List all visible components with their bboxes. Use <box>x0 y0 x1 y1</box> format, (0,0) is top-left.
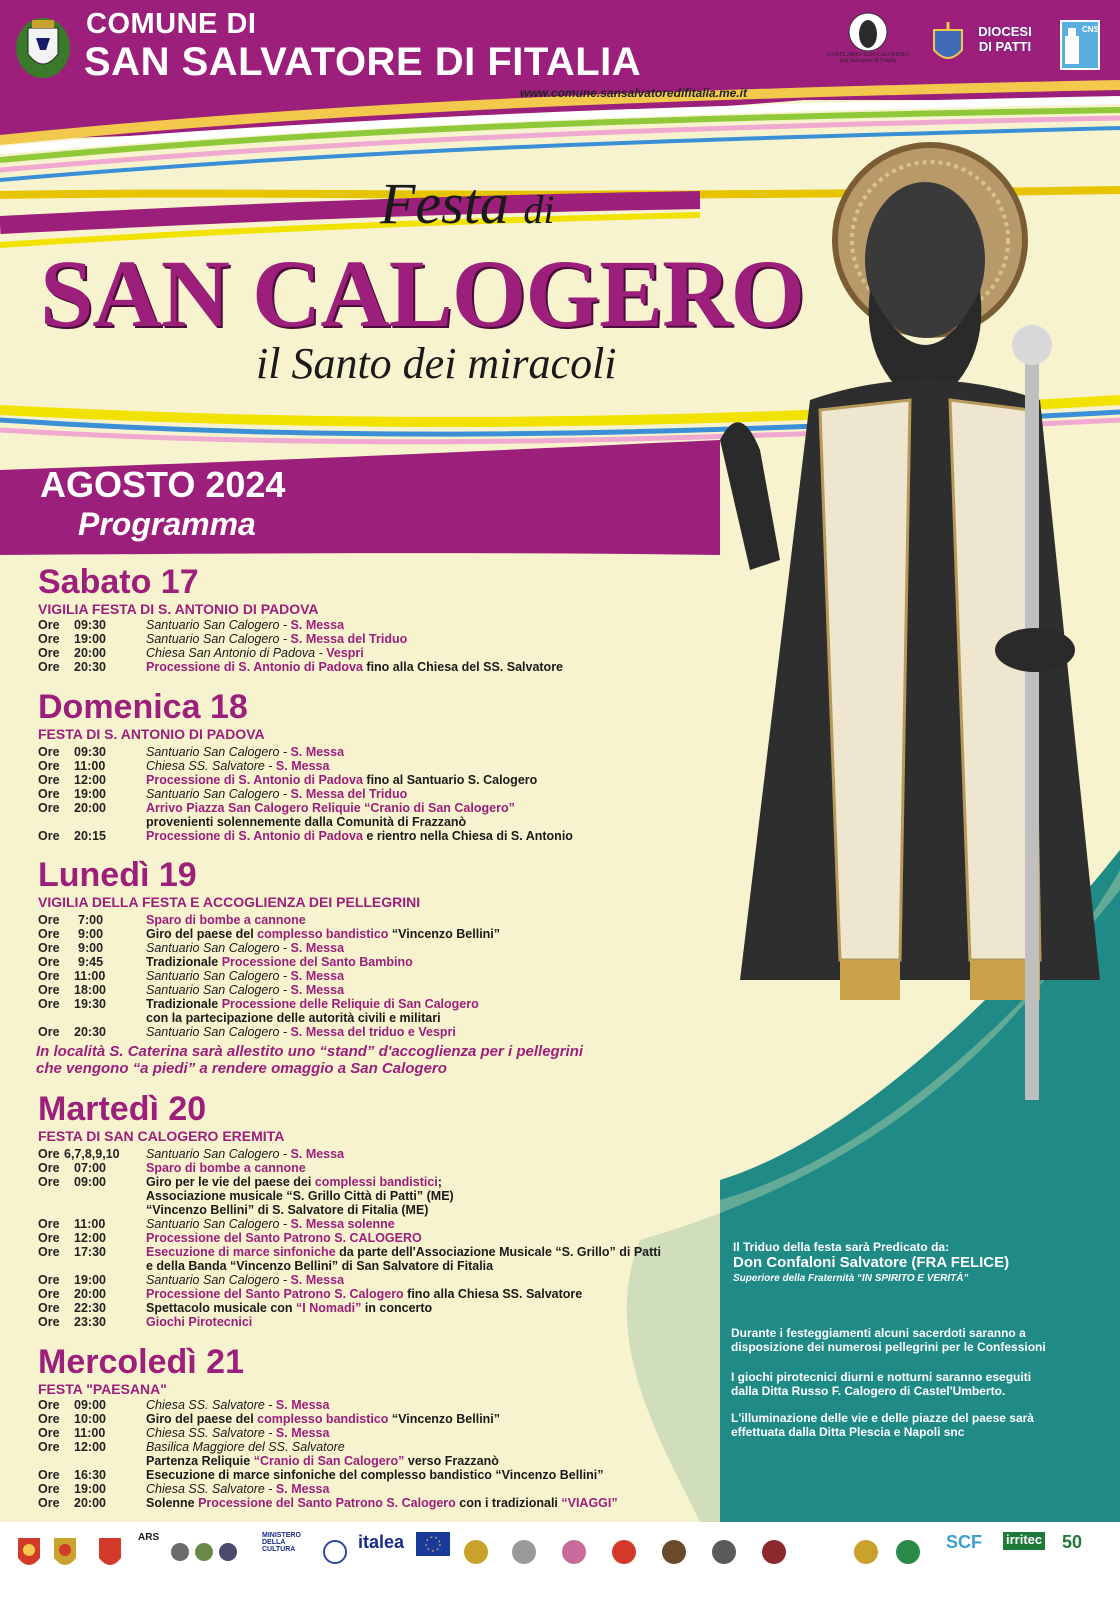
row-time: 7:00 <box>78 913 104 927</box>
note-stand-line2: che vengono “a piedi” a rendere omaggio a San Calogero <box>36 1060 447 1077</box>
schedule-row <box>38 815 678 829</box>
row-pre: Spettacolo musicale con <box>146 1301 297 1315</box>
row-description <box>146 1440 345 1454</box>
website-link[interactable]: www.comune.sansalvatoredifitalia.me.it <box>520 86 747 100</box>
row-place: Chiesa SS. Salvatore - <box>146 759 276 773</box>
row-description <box>146 787 407 801</box>
comune-line1: COMUNE DI <box>86 8 257 40</box>
row-event: Processione del Santo Patrono S. CALOGERO <box>146 1231 422 1245</box>
row-pre: Solenne <box>146 1496 199 1510</box>
saint-statue-icon <box>700 140 1120 1140</box>
schedule-row <box>38 969 678 983</box>
row-event: S. Messa <box>290 969 345 983</box>
partner-logos-icon <box>462 1532 822 1572</box>
row-extra: fino alla Chiesa SS. Salvatore <box>403 1287 583 1301</box>
row-event: Processione del Santo Patrono S. Calogero <box>146 1287 404 1301</box>
schedule-row <box>38 955 678 969</box>
row-time: 20:00 <box>74 1496 106 1510</box>
santuario-icon <box>848 12 888 52</box>
row-ore-label: Ore <box>38 1412 60 1426</box>
row-time: 20:00 <box>74 646 106 660</box>
schedule-row <box>38 1147 678 1161</box>
schedule-row <box>38 618 678 632</box>
row-time: 19:30 <box>74 997 106 1011</box>
row-description <box>146 1147 344 1161</box>
row-description <box>146 632 407 646</box>
row-event: S. Messa del triduo e Vespri <box>290 1025 456 1039</box>
schedule-row <box>38 1454 698 1468</box>
row-extra: verso Frazzanò <box>404 1454 499 1468</box>
row-ore-label: Ore <box>38 1315 60 1329</box>
schedule-row <box>38 983 678 997</box>
row-description <box>146 1398 329 1412</box>
row-extra: e rientro nella Chiesa di S. Antonio <box>362 829 573 843</box>
row-time: 12:00 <box>74 1231 106 1245</box>
row-time: 19:00 <box>74 632 106 646</box>
row-ore-label: Ore <box>38 787 60 801</box>
row-time: 07:00 <box>74 1161 106 1175</box>
row-event: S. Messa solenne <box>290 1217 395 1231</box>
row-ore-label: Ore <box>38 1273 60 1287</box>
programma-label: Programma <box>78 506 256 542</box>
row-extra: fino alla Chiesa del SS. Salvatore <box>362 660 564 674</box>
schedule-row <box>38 660 678 674</box>
row-extra: con i tradizionali <box>455 1496 562 1510</box>
row-description <box>146 1189 454 1203</box>
row-description <box>146 1468 604 1482</box>
row-place: Santuario San Calogero - <box>146 941 291 955</box>
day-sub-domenica: FESTA DI S. ANTONIO DI PADOVA <box>38 726 265 742</box>
row-event: Processione del Santo Patrono S. Calogero <box>198 1496 456 1510</box>
row-event: S. Messa <box>290 1147 345 1161</box>
row-event: “Cranio di San Calogero” <box>253 1454 405 1468</box>
row-description <box>146 969 344 983</box>
title-di-word: di <box>523 187 555 232</box>
row-time: 17:30 <box>74 1245 106 1259</box>
row-ore-label: Ore <box>38 983 60 997</box>
row-ore-label: Ore <box>38 913 60 927</box>
row-pre: Giro del paese del <box>146 1412 258 1426</box>
title-festa-word: Festa <box>380 171 509 236</box>
row-time: 9:45 <box>78 955 104 969</box>
row-description <box>146 1315 252 1329</box>
row-time: 11:00 <box>74 759 106 773</box>
schedule-row <box>38 1468 698 1482</box>
row-description <box>146 913 306 927</box>
cns-label: CNS <box>1082 25 1099 34</box>
schedule-row <box>38 829 678 843</box>
row-event: Sparo di bombe a cannone <box>146 1161 306 1175</box>
schedule-row <box>38 1426 698 1440</box>
row-time: 19:00 <box>74 1482 106 1496</box>
row-ore-label: Ore <box>38 1468 60 1482</box>
row-event: S. Messa <box>290 745 345 759</box>
row-extra: provenienti solennemente dalla Comunità di Frazzanò <box>146 815 467 829</box>
row-event: S. Messa <box>290 618 345 632</box>
diocesi-crest-icon <box>930 22 966 68</box>
italea-logo: italea <box>358 1532 405 1552</box>
schedule-row <box>38 1259 678 1273</box>
row-place: Santuario San Calogero - <box>146 632 291 646</box>
day-sub-sabato: VIGILIA FESTA DI S. ANTONIO DI PADOVA <box>38 601 319 617</box>
row-time: 10:00 <box>74 1412 106 1426</box>
fuochi-info <box>731 1370 1031 1398</box>
row-ore-label: Ore <box>38 1496 60 1510</box>
row-description <box>146 745 344 759</box>
row-ore-label: Ore <box>38 1426 60 1440</box>
row-event: S. Messa <box>275 1398 330 1412</box>
row-event: Processione di S. Antonio di Padova <box>146 773 363 787</box>
row-extra: Associazione musicale “S. Grillo Città di Patti” (ME) <box>146 1189 454 1203</box>
row-description <box>146 1482 329 1496</box>
schedule-row <box>38 632 678 646</box>
row-time: 11:00 <box>74 969 106 983</box>
row-event: Processione del Santo Bambino <box>221 955 413 969</box>
row-place: Chiesa San Antonio di Padova - <box>146 646 327 660</box>
schedule-row <box>38 1175 678 1189</box>
ars-logo: ARS <box>138 1532 160 1543</box>
row-description <box>146 1231 422 1245</box>
row-ore-label: Ore <box>38 927 60 941</box>
row-place: Chiesa SS. Salvatore - <box>146 1482 276 1496</box>
row-event: Arrivo Piazza San Calogero Reliquie “Cranio di San Calogero” <box>146 801 515 815</box>
fifty-logo: 50 <box>1062 1532 1083 1552</box>
row-ore-label: Ore <box>38 1287 60 1301</box>
row-place: Santuario San Calogero - <box>146 745 291 759</box>
row-ore-label: Ore <box>38 829 60 843</box>
row-event: S. Messa <box>290 1273 345 1287</box>
row-time: 11:00 <box>74 1217 106 1231</box>
row-event: Sparo di bombe a cannone <box>146 913 306 927</box>
luci-line2: effettuata dalla Ditta Plescia e Napoli snc <box>731 1425 965 1439</box>
row-description <box>146 829 573 843</box>
row-ore-label: Ore <box>38 1301 60 1315</box>
irritec-logo: irritec <box>1003 1532 1045 1550</box>
row-extra: fino al Santuario S. Calogero <box>362 773 538 787</box>
row-event: S. Messa <box>290 941 345 955</box>
schedule-lunedi <box>38 913 678 1039</box>
row-time: 20:00 <box>74 801 106 815</box>
row-description <box>146 801 515 815</box>
schedule-row <box>38 941 678 955</box>
schedule-row <box>38 913 678 927</box>
row-time: 16:30 <box>74 1468 106 1482</box>
title-subtitle: il Santo dei miracoli <box>256 339 617 388</box>
row-event: Vespri <box>326 646 364 660</box>
day-title-sabato: Sabato 17 <box>38 563 199 601</box>
schedule-row <box>38 1217 678 1231</box>
day-sub-martedi: FESTA DI SAN CALOGERO EREMITA <box>38 1128 285 1144</box>
confessioni-info <box>731 1326 1046 1354</box>
row-event: complessi bandistici <box>314 1175 438 1189</box>
triduo-line1: Il Triduo della festa sarà Predicato da: <box>733 1240 950 1254</box>
row-event: complesso bandistico <box>257 927 389 941</box>
row-description <box>146 646 364 660</box>
triduo-info <box>733 1240 1009 1286</box>
row-event: Processione delle Reliquie di San Calogero <box>221 997 479 1011</box>
schedule-row <box>38 1398 698 1412</box>
row-ore-label: Ore <box>38 773 60 787</box>
row-description <box>146 983 344 997</box>
row-ore-label: Ore <box>38 759 60 773</box>
row-place: Chiesa SS. Salvatore - <box>146 1398 276 1412</box>
row-time: 18:00 <box>74 983 106 997</box>
row-time: 09:30 <box>74 745 106 759</box>
row-description <box>146 1259 493 1273</box>
schedule-row <box>38 927 678 941</box>
row-event: “I Nomadi” <box>296 1301 362 1315</box>
fuochi-line2: dalla Ditta Russo F. Calogero di Castel'Umberto. <box>731 1384 1006 1398</box>
row-ore-label: Ore <box>38 1231 60 1245</box>
comune-line2: SAN SALVATORE DI FITALIA <box>84 40 642 84</box>
row-event: S. Messa <box>275 1482 330 1496</box>
row-description <box>146 1426 329 1440</box>
row-place: Santuario San Calogero - <box>146 618 291 632</box>
row-description <box>146 941 344 955</box>
row-description <box>146 1245 661 1259</box>
row-time: 19:00 <box>74 787 106 801</box>
row-ore-label: Ore <box>38 646 60 660</box>
coat-of-arms-icon <box>14 14 72 80</box>
row-extra: con la partecipazione delle autorità civili e militari <box>146 1011 441 1025</box>
municipal-crests-icon <box>170 1532 240 1572</box>
row-place: Santuario San Calogero - <box>146 969 291 983</box>
diocesi-label: DIOCESI DI PATTI <box>978 24 1032 54</box>
row-time: 6,7,8,9,10 <box>64 1147 120 1161</box>
row-time: 12:00 <box>74 1440 106 1454</box>
row-description <box>146 927 500 941</box>
schedule-row <box>38 1496 698 1510</box>
cns-building-icon <box>1062 22 1082 68</box>
row-ore-label: Ore <box>38 1217 60 1231</box>
row-extra: Esecuzione di marce sinfoniche del complesso bandistico “Vincenzo Bellini” <box>146 1468 604 1482</box>
fuochi-line1: I giochi pirotecnici diurni e notturni saranno eseguiti <box>731 1370 1032 1384</box>
note-stand-line1: In località S. Caterina sarà allestito uno “stand” d'accoglienza per i pellegrini <box>36 1043 584 1060</box>
row-pre: Giro per le vie del paese dei <box>146 1175 315 1189</box>
row-extra: “Vincenzo Bellini” <box>388 927 501 941</box>
schedule-row <box>38 1273 678 1287</box>
schedule-row <box>38 1189 678 1203</box>
row-description <box>146 1412 500 1426</box>
row-description <box>146 618 344 632</box>
emblem-logo-icon <box>320 1532 350 1572</box>
schedule-row <box>38 1440 698 1454</box>
row-pre: Tradizionale <box>146 997 222 1011</box>
luci-line1: L'illuminazione delle vie e delle piazze del paese sarà <box>731 1411 1034 1425</box>
row-event: Esecuzione di marce sinfoniche <box>146 1245 336 1259</box>
santuario-logo <box>820 12 916 78</box>
row-ore-label: Ore <box>38 1161 60 1175</box>
day-title-mercoledi: Mercoledì 21 <box>38 1343 244 1381</box>
sponsor-logos-bar <box>0 1522 1120 1600</box>
sicilia-logo-icon <box>14 1532 44 1572</box>
schedule-domenica <box>38 745 678 843</box>
row-event: Processione di S. Antonio di Padova <box>146 829 363 843</box>
row-event: Processione di S. Antonio di Padova <box>146 660 363 674</box>
row-extra: e della Banda “Vincenzo Bellini” di San Salvatore di Fitalia <box>146 1259 494 1273</box>
row-place: Santuario San Calogero - <box>146 983 291 997</box>
row-time: 09:30 <box>74 618 106 632</box>
row-ore-label: Ore <box>38 1175 60 1189</box>
regione-logo-icon <box>50 1532 80 1572</box>
row-ore-label: Ore <box>38 1025 60 1039</box>
row-description <box>146 1301 432 1315</box>
row-description <box>146 1273 344 1287</box>
row-ore-label: Ore <box>38 801 60 815</box>
note-stand <box>36 1043 583 1077</box>
row-description <box>146 1454 499 1468</box>
schedule-row <box>38 997 678 1011</box>
row-time: 22:30 <box>74 1301 106 1315</box>
row-place: Santuario San Calogero - <box>146 787 291 801</box>
santuario-logo-label: SANTUARIO SAN CALOGERO <box>826 52 910 58</box>
row-time: 09:00 <box>74 1398 106 1412</box>
schedule-row <box>38 1025 678 1039</box>
row-extra: “Vincenzo Bellini” <box>388 1412 501 1426</box>
row-description <box>146 997 479 1011</box>
row-ore-label: Ore <box>38 1482 60 1496</box>
title-festa <box>380 170 554 237</box>
schedule-row <box>38 745 678 759</box>
row-time: 20:30 <box>74 1025 106 1039</box>
schedule-row <box>38 1287 678 1301</box>
row-event: S. Messa <box>275 759 330 773</box>
row-event: Giochi Pirotecnici <box>146 1315 253 1329</box>
day-title-domenica: Domenica 18 <box>38 688 248 726</box>
row-time: 20:00 <box>74 1287 106 1301</box>
row-event: complesso bandistico <box>257 1412 389 1426</box>
row-description <box>146 773 537 787</box>
row-time: 09:00 <box>74 1175 106 1189</box>
row-description <box>146 1161 306 1175</box>
row-description <box>146 815 466 829</box>
more-partner-logos-icon <box>852 1532 932 1572</box>
luci-info <box>731 1411 1034 1439</box>
day-sub-mercoledi: FESTA "PAESANA" <box>38 1381 167 1397</box>
month-label: AGOSTO 2024 <box>40 464 286 505</box>
conf-line2: disposizione dei numerosi pellegrini per le Confessioni <box>731 1340 1046 1354</box>
schedule-row <box>38 646 678 660</box>
day-title-martedi: Martedì 20 <box>38 1090 207 1128</box>
day-title-lunedi: Lunedì 19 <box>38 856 197 894</box>
row-time: 20:30 <box>74 660 106 674</box>
row-place: Santuario San Calogero - <box>146 1217 291 1231</box>
title-saint: SAN CALOGERO <box>40 240 805 347</box>
row-ore-label: Ore <box>38 1245 60 1259</box>
row-ore-label: Ore <box>38 1147 60 1161</box>
row-time: 19:00 <box>74 1273 106 1287</box>
row-description <box>146 1287 582 1301</box>
schedule-mercoledi <box>38 1398 698 1510</box>
schedule-row <box>38 1231 678 1245</box>
row-description <box>146 1217 395 1231</box>
schedule-row <box>38 1161 678 1175</box>
row-ore-label: Ore <box>38 955 60 969</box>
row-extra: ; <box>437 1175 442 1189</box>
row-extra: “Vincenzo Bellini” di S. Salvatore di Fitalia (ME) <box>146 1203 429 1217</box>
row-description <box>146 1203 428 1217</box>
eu-flag-icon <box>416 1532 450 1572</box>
row-extra: da parte dell'Associazione Musicale “S. Grillo” di Patti <box>335 1245 661 1259</box>
santuario-logo-sub: San Salvatore di Fitalia <box>839 58 897 64</box>
row-time: 9:00 <box>78 941 104 955</box>
row-ore-label: Ore <box>38 941 60 955</box>
triduo-role: Superiore della Fraternità “IN SPIRITO E VERITÀ” <box>733 1273 969 1284</box>
row-description <box>146 1011 441 1025</box>
row-extra: in concerto <box>361 1301 433 1315</box>
schedule-row <box>38 1301 678 1315</box>
row-event2: “VIAGGI” <box>561 1496 618 1510</box>
row-time: 11:00 <box>74 1426 106 1440</box>
row-time: 20:15 <box>74 829 106 843</box>
row-ore-label: Ore <box>38 632 60 646</box>
cns-logo <box>1060 20 1100 70</box>
row-description <box>146 759 329 773</box>
schedule-row <box>38 1245 678 1259</box>
row-description <box>146 1175 442 1189</box>
conf-line1: Durante i festeggiamenti alcuni sacerdoti saranno a <box>731 1326 1026 1340</box>
row-place: Santuario San Calogero - <box>146 1273 291 1287</box>
provincia-logo-icon <box>95 1532 125 1572</box>
schedule-row <box>38 1203 678 1217</box>
diocesi-logo <box>930 20 1040 70</box>
row-event: S. Messa <box>290 983 345 997</box>
row-ore-label: Ore <box>38 660 60 674</box>
row-time: 9:00 <box>78 927 104 941</box>
row-ore-label: Ore <box>38 745 60 759</box>
row-pre: Tradizionale <box>146 955 222 969</box>
row-ore-label: Ore <box>38 969 60 983</box>
schedule-sabato <box>38 618 678 674</box>
row-time: 23:30 <box>74 1315 106 1329</box>
row-ore-label: Ore <box>38 1398 60 1412</box>
schedule-row <box>38 773 678 787</box>
schedule-row <box>38 1011 678 1025</box>
schedule-row <box>38 759 678 773</box>
schedule-row <box>38 1315 678 1329</box>
ministero-logo: MINISTERO DELLA CULTURA <box>262 1532 301 1553</box>
schedule-martedi <box>38 1147 678 1329</box>
row-ore-label: Ore <box>38 997 60 1011</box>
day-sub-lunedi: VIGILIA DELLA FESTA E ACCOGLIENZA DEI PELLEGRINI <box>38 894 421 910</box>
schedule-row <box>38 801 678 815</box>
row-description <box>146 660 563 674</box>
row-event: S. Messa <box>275 1426 330 1440</box>
row-place: Basilica Maggiore del SS. Salvatore <box>146 1440 345 1454</box>
row-place: Santuario San Calogero - <box>146 1025 291 1039</box>
row-event: S. Messa del Triduo <box>290 787 408 801</box>
row-description <box>146 1496 618 1510</box>
row-ore-label: Ore <box>38 1440 60 1454</box>
scf-logo: SCF <box>946 1532 982 1552</box>
schedule-row <box>38 1412 698 1426</box>
row-place: Chiesa SS. Salvatore - <box>146 1426 276 1440</box>
schedule-row <box>38 1482 698 1496</box>
triduo-name: Don Confaloni Salvatore (FRA FELICE) <box>733 1254 1010 1271</box>
row-description <box>146 955 413 969</box>
schedule-row <box>38 787 678 801</box>
row-place: Santuario San Calogero - <box>146 1147 291 1161</box>
row-description <box>146 1025 456 1039</box>
row-time: 12:00 <box>74 773 106 787</box>
row-pre: Giro del paese del <box>146 927 258 941</box>
row-event: S. Messa del Triduo <box>290 632 408 646</box>
row-ore-label: Ore <box>38 618 60 632</box>
row-pre: Partenza Reliquie <box>146 1454 254 1468</box>
